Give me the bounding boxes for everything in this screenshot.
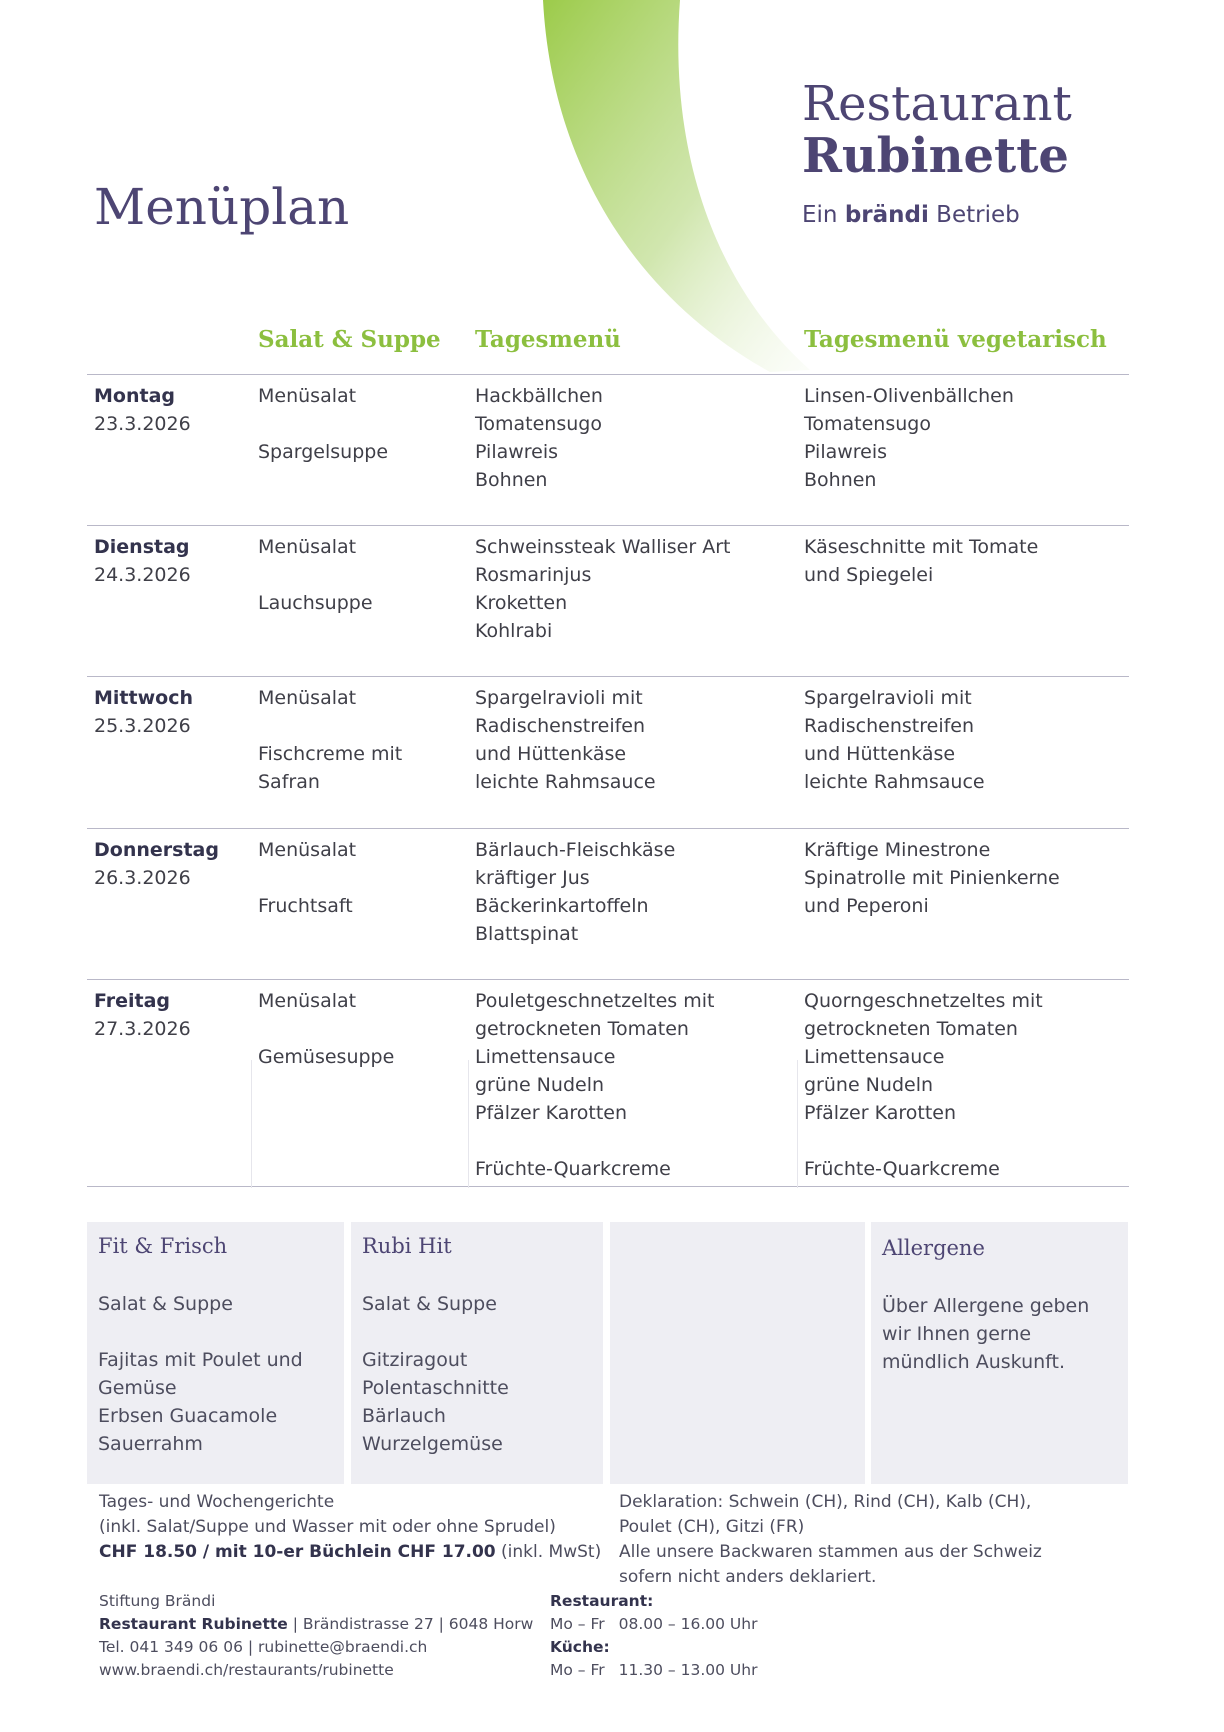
dish-line [258,1015,394,1043]
brand-name-line1: Restaurant [802,76,1072,132]
price: CHF 18.50 / mit 10-er Büchlein CHF 17.00 [99,1542,496,1562]
dish-line: Spargelravioli mit [804,687,972,709]
daily-menu-cell [475,684,656,796]
salad-soup-cell [258,987,394,1071]
vegetarian-menu-cell [804,836,1060,920]
dish-line: und Spiegelei [804,564,934,586]
day-name: Mittwoch [94,687,193,709]
dish-line: Spargelsuppe [258,441,389,463]
dish-line: Menüsalat [258,839,357,861]
dish-line: Kräftige Minestrone [804,839,991,861]
brand-tagline-bold: brändi [844,202,929,228]
dish-line: Limettensauce [475,1046,616,1068]
dish-line: Kohlrabi [475,620,553,642]
dish-line: Menüsalat [258,536,357,558]
dish-line [258,864,356,892]
kitchen-hours-time: 11.30 – 13.00 Uhr [618,1661,758,1679]
special-box-line: Bärlauch [362,1405,446,1427]
dish-line: Pilawreis [475,441,559,463]
dish-line: Spargelravioli mit [475,687,643,709]
column-separator [251,1060,252,1188]
special-box-line: Gitziragout [362,1349,468,1371]
special-box-line: Salat & Suppe [98,1293,233,1315]
column-header-daily-menu: Tagesmenü [475,326,621,353]
daily-menu-cell [475,533,730,645]
footer-address [99,1590,533,1682]
declaration-line: Poulet (CH), Gitzi (FR) [619,1517,805,1537]
restaurant-hours-time: 08.00 – 16.00 Uhr [618,1615,758,1633]
table-rule [87,525,1129,526]
day-cell [94,533,191,589]
dish-line: Pfälzer Karotten [804,1102,956,1124]
column-separator [797,1060,798,1188]
dish-line: und Hüttenkäse [804,743,956,765]
vegetarian-menu-cell [804,382,1014,494]
dish-line: Fruchtsaft [258,895,353,917]
dish-line: Quorngeschnetzeltes mit [804,990,1043,1012]
column-header-vegetarian-menu: Tagesmenü vegetarisch [804,326,1107,353]
dish-line [475,1127,714,1155]
special-box-line: mündlich Auskunft. [882,1351,1066,1373]
special-box-line: Fajitas mit Poulet und [98,1349,303,1371]
day-date: 27.3.2026 [94,1018,191,1040]
special-box-line: Über Allergene geben [882,1295,1090,1317]
day-name: Montag [94,385,175,407]
day-name: Donnerstag [94,839,219,861]
special-box-line: Erbsen Guacamole [98,1405,278,1427]
table-rule [87,1186,1129,1187]
dish-line: Menüsalat [258,990,357,1012]
dish-line: grüne Nudeln [475,1074,605,1096]
dish-line: Safran [258,771,320,793]
vegetarian-menu-cell [804,987,1043,1183]
table-rule [87,828,1129,829]
special-box-fit-frisch [87,1222,344,1484]
salad-soup-cell [258,382,388,466]
dish-line: Menüsalat [258,687,357,709]
special-box-line: Salat & Suppe [362,1293,497,1315]
dish-line: Rosmarinjus [475,564,592,586]
pricing-info [99,1490,601,1565]
special-box-title: Fit & Frisch [98,1234,228,1258]
salad-soup-cell [258,836,356,920]
special-box-line: Polentaschnitte [362,1377,509,1399]
dish-line: getrockneten Tomaten [804,1018,1018,1040]
restaurant-hours-days: Mo – Fr [550,1615,605,1633]
dish-line: Radischenstreifen [475,715,646,737]
dish-line: leichte Rahmsauce [804,771,985,793]
declaration-line: sofern nicht anders deklariert. [619,1567,877,1587]
special-box-line: Gemüse [98,1377,177,1399]
dish-line: Früchte-Quarkcreme [475,1158,671,1180]
daily-menu-cell [475,382,603,494]
day-date: 26.3.2026 [94,867,191,889]
dish-line: leichte Rahmsauce [475,771,656,793]
vegetarian-menu-cell [804,684,985,796]
footer-website: www.braendi.ch/restaurants/rubinette [99,1661,394,1679]
dish-line: und Peperoni [804,895,929,917]
dish-line: Bohnen [475,469,548,491]
special-box-rubi-hit [351,1222,603,1484]
declaration-line: Alle unsere Backwaren stammen aus der Schweiz [619,1542,1042,1562]
dish-line: Kroketten [475,592,568,614]
kitchen-hours-line [550,1659,757,1682]
dish-line: Pilawreis [804,441,888,463]
vegetarian-menu-cell [804,533,1038,589]
day-cell [94,987,191,1043]
dish-line: Hackbällchen [475,385,603,407]
special-box-empty [610,1222,865,1484]
dish-line: Spinatrolle mit Pinienkerne [804,867,1060,889]
special-box-body [882,1292,1089,1376]
special-box-title: Allergene [882,1236,985,1260]
opening-hours [550,1590,757,1682]
dish-line: Tomatensugo [804,413,931,435]
brand-tagline-pre: Ein [802,202,845,228]
special-box-body [362,1290,509,1458]
daily-menu-cell [475,987,714,1183]
kitchen-hours-label: Küche: [550,1638,610,1656]
dish-line: Bärlauch-Fleischkäse [475,839,676,861]
dish-line: Limettensauce [804,1046,945,1068]
day-cell [94,836,219,892]
dish-line [258,712,402,740]
dish-line: Fischcreme mit [258,743,403,765]
dish-line: Gemüsesuppe [258,1046,395,1068]
special-box-line [362,1318,509,1346]
dish-line: Früchte-Quarkcreme [804,1158,1000,1180]
salad-soup-cell [258,533,373,617]
dish-line [258,561,373,589]
special-box-line [98,1318,303,1346]
column-header-salad-soup: Salat & Suppe [258,326,441,353]
restaurant-hours-label: Restaurant: [550,1592,654,1610]
special-box-line: wir Ihnen gerne [882,1323,1032,1345]
pricing-line: (inkl. Salat/Suppe und Wasser mit oder ohne Sprudel) [99,1517,556,1537]
column-separator [468,1060,469,1188]
kitchen-hours-days: Mo – Fr [550,1661,605,1679]
pricing-line: Tages- und Wochengerichte [99,1492,335,1512]
table-rule [87,374,1129,375]
brand-tagline [802,202,1072,228]
salad-soup-cell [258,684,402,796]
footer-restaurant-line [99,1613,533,1636]
dish-line: und Hüttenkäse [475,743,627,765]
day-name: Dienstag [94,536,190,558]
price-suffix: (inkl. MwSt) [495,1542,602,1562]
brand-logo [802,78,1072,228]
restaurant-hours-line [550,1613,757,1636]
dish-line: Linsen-Olivenbällchen [804,385,1014,407]
declaration-info [619,1490,1042,1590]
dish-line: Bohnen [804,469,877,491]
dish-line: Pouletgeschnetzeltes mit [475,990,715,1012]
dish-line: getrockneten Tomaten [475,1018,689,1040]
daily-menu-cell [475,836,675,948]
dish-line: Pfälzer Karotten [475,1102,627,1124]
dish-line [258,410,388,438]
table-rule [87,676,1129,677]
dish-line: Menüsalat [258,385,357,407]
special-box-title: Rubi Hit [362,1234,452,1258]
special-box-body [98,1290,303,1458]
special-box-allergene [871,1222,1128,1484]
dish-line: Bäckerinkartoffeln [475,895,649,917]
day-name: Freitag [94,990,171,1012]
dish-line: Blattspinat [475,923,579,945]
day-date: 24.3.2026 [94,564,191,586]
footer-contact: Tel. 041 349 06 06 | rubinette@braendi.ch [99,1638,428,1656]
dish-line: kräftiger Jus [475,867,590,889]
brand-name-line2: Rubinette [802,128,1069,184]
dish-line [804,1127,1043,1155]
special-box-line: Wurzelgemüse [362,1433,503,1455]
page-title: Menüplan [94,178,350,236]
footer-org: Stiftung Brändi [99,1592,216,1610]
dish-line: Schweinssteak Walliser Art [475,536,731,558]
pricing-price-line [99,1540,601,1565]
brand-tagline-post: Betrieb [928,202,1020,228]
day-date: 25.3.2026 [94,715,191,737]
day-cell [94,382,191,438]
dish-line: Käseschnitte mit Tomate [804,536,1039,558]
dish-line: Tomatensugo [475,413,602,435]
day-cell [94,684,193,740]
footer-restaurant-name: Restaurant Rubinette [99,1615,288,1633]
dish-line: Lauchsuppe [258,592,373,614]
table-rule [87,979,1129,980]
day-date: 23.3.2026 [94,413,191,435]
special-box-line: Sauerrahm [98,1433,203,1455]
declaration-line: Deklaration: Schwein (CH), Rind (CH), Kalb (CH), [619,1492,1032,1512]
dish-line: grüne Nudeln [804,1074,934,1096]
dish-line: Radischenstreifen [804,715,975,737]
footer-street: | Brändistrasse 27 | 6048 Horw [287,1615,534,1633]
